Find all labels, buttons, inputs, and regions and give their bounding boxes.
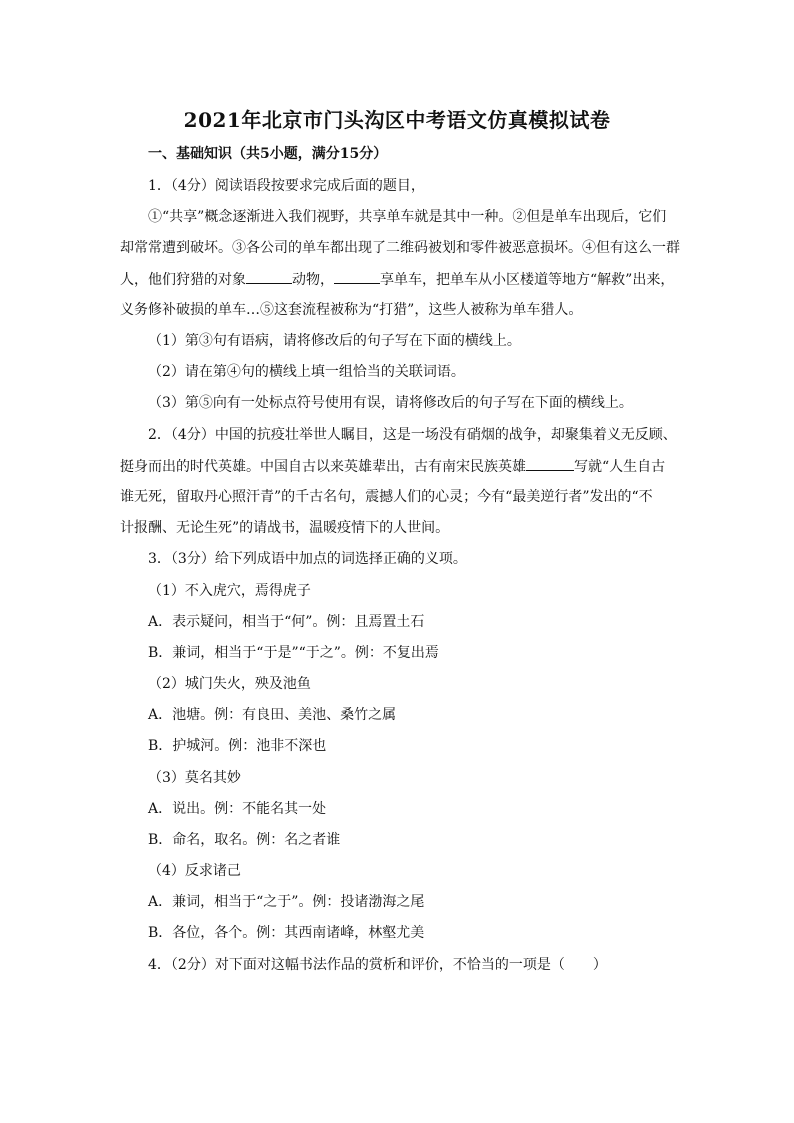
- q1-sub-question-3: （3）第⑤向有一处标点符号使用有误，请将修改后的句子写在下面的横线上。: [148, 395, 633, 411]
- q1-passage-line-1: ①“共享”概念逐渐进入我们视野，共享单车就是其中一种。②但是单车出现后，它们: [148, 209, 667, 225]
- question-2-line-3: 谁无死，留取丹心照汗青”的千古名句，震撼人们的心灵；今有“最美逆行者”发出的“不: [120, 489, 653, 505]
- q3-option: A．说出。例：不能名其一处: [148, 801, 327, 817]
- question-2-line-4: 计报酬、无论生死”的请战书，温暖疫情下的人世间。: [120, 520, 450, 536]
- q1-passage-line-4: 义务修补破损的单车…⑤这套流程被称为“打猎”，这些人被称为单车猎人。: [120, 302, 583, 318]
- question-text: ）: [592, 957, 607, 973]
- question-2-line-1: 2．（4分）中国的抗疫壮举世人瞩目，这是一场没有硝烟的战争，却聚集着义无反顾、: [148, 427, 677, 443]
- q1-sub-question-1: （1）第③句有语病，请将修改后的句子写在下面的横线上。: [148, 333, 521, 349]
- question-2-line-2: [120, 456, 665, 477]
- q3-option: B．命名，取名。例：名之者谁: [148, 832, 341, 848]
- section-heading: 一、基础知识（共5小题，满分15分）: [148, 146, 388, 162]
- q3-option: B．护城河。例：池非不深也: [148, 738, 327, 754]
- exam-title: 2021年北京市门头沟区中考语文仿真模拟试卷: [183, 108, 611, 132]
- q3-option: B．兼词，相当于“于是”“于之”。例：不复出焉: [148, 645, 439, 661]
- q3-item: （3）莫名其妙: [148, 770, 241, 786]
- q3-option: A．池塘。例：有良田、美池、桑竹之属: [148, 707, 397, 723]
- q1-sub-question-2: （2）请在第④句的横线上填一组恰当的关联词语。: [148, 364, 465, 380]
- answer-blank-1[interactable]: [246, 269, 292, 284]
- question-text: 写就“人生自古: [574, 459, 666, 475]
- q3-item: （4）反求诸己: [148, 863, 241, 879]
- q3-option: B．各位，各个。例：其西南诸峰，林壑尤美: [148, 925, 425, 941]
- passage-text: 动物，: [292, 272, 334, 288]
- q3-option: A．兼词，相当于“之于”。例：投诸渤海之尾: [148, 894, 425, 910]
- q3-item: （1）不入虎穴，焉得虎子: [148, 583, 311, 599]
- question-1-stem: 1．（4分）阅读语段按要求完成后面的题目，: [148, 178, 425, 194]
- answer-blank-2[interactable]: [334, 269, 380, 284]
- question-3-stem: 3．（3分）给下列成语中加点的词选择正确的义项。: [148, 551, 467, 567]
- passage-text: 人，他们狩猎的对象: [120, 272, 246, 288]
- question-text: 4．（2分）对下面对这幅书法作品的赏析和评价，不恰当的一项是（: [148, 957, 565, 973]
- answer-blank-3[interactable]: [526, 456, 574, 471]
- question-text: 挺身而出的时代英雄。中国自古以来英雄辈出，古有南宋民族英雄: [120, 459, 526, 475]
- q1-passage-line-2: 却常常遭到破坏。③各公司的单车都出现了二维码被划和零件被恶意损坏。④但有这么一群: [120, 240, 680, 256]
- q3-option: A．表示疑问，相当于“何”。例：且焉置土石: [148, 614, 425, 630]
- question-4-stem: [148, 955, 607, 975]
- passage-text: 享单车，把单车从小区楼道等地方“解救”出来，: [380, 272, 675, 288]
- q3-item: （2）城门失火，殃及池鱼: [148, 676, 311, 692]
- q1-passage-line-3: [120, 269, 674, 290]
